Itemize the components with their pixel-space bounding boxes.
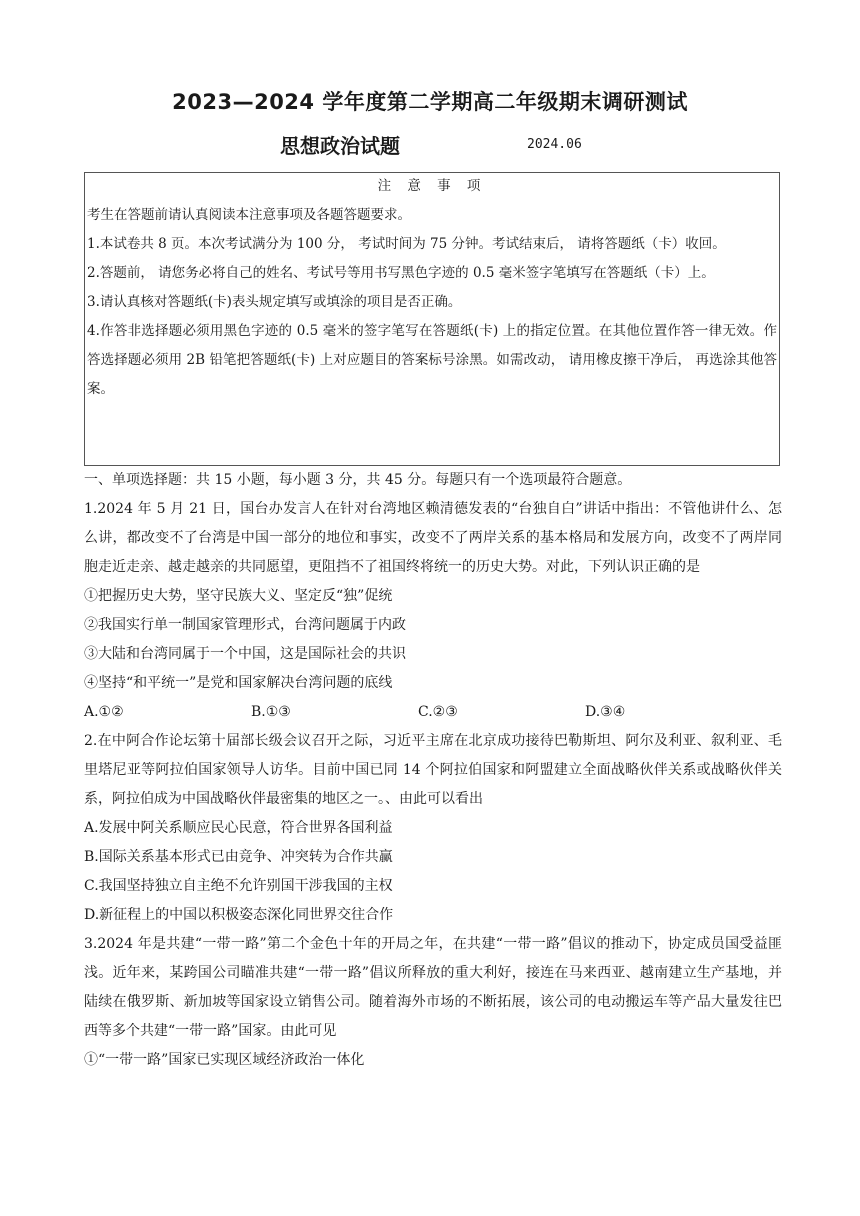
section-heading: 一、单项选择题：共 15 小题，每小题 3 分，共 45 分。每题只有一个选项最符合题意。: [84, 472, 632, 488]
exam-date: 2024.06: [527, 137, 582, 152]
notice-item: 1.本试卷共 8 页。本次考试满分为 100 分， 考试时间为 75 分钟。考试结束后， 请将答题纸（卡）收回。: [87, 236, 726, 252]
statement: ②我国实行单一制国家管理形式，台湾问题属于内政: [84, 617, 406, 633]
question-stem: 1.2024 年 5 月 21 日，国台办发言人在针对台湾地区赖清德发表的“台独自白”讲话中指出：不管他讲什么、怎么讲，都改变不了台湾是中国一部分的地位和事实，改变不了两岸关系的基本格局和发展方向，改变不了两岸同胞走近走亲、越走越亲的共同愿望，更阻挡不了祖国终将统一的历史大势。对此，下列认识正确的是: [84, 501, 782, 575]
option-b: B.①③: [251, 704, 291, 720]
notice-item: 3.请认真核对答题纸(卡)表头规定填写或填涂的项目是否正确。: [87, 294, 462, 310]
notice-item: 2.答题前， 请您务必将自己的姓名、考试号等用书写黑色字迹的 0.5 毫米签字笔填写在答题纸（卡）上。: [87, 265, 715, 281]
exam-body: [84, 466, 782, 1075]
choice: A.发展中阿关系顺应民心民意，符合世界各国利益: [84, 820, 393, 836]
option-a: A.①②: [84, 704, 124, 720]
statement: ④坚持“和平统一”是党和国家解决台湾问题的底线: [84, 675, 393, 691]
statement: ①把握历史大势，坚守民族大义、坚定反“独”促统: [84, 588, 393, 604]
notice-box: [84, 172, 780, 466]
notice-item: 4.作答非选择题必须用黑色字迹的 0.5 毫米的签字笔写在答题纸(卡) 上的指定位置。在其他位置作答一律无效。作答选择题必须用 2B 铅笔把答题纸(卡) 上对应题目的答案标号涂黑。如需改动， 请用橡皮擦干净后， 再选涂其他答案。: [87, 323, 777, 397]
option-row: [84, 698, 782, 727]
exam-subtitle: 思想政治试题: [280, 134, 400, 158]
statement: ③大陆和台湾同属于一个中国，这是国际社会的共识: [84, 646, 406, 662]
exam-title: 2023—2024 学年度第二学期高二年级期末调研测试: [172, 90, 688, 114]
notice-intro: 考生在答题前请认真阅读本注意事项及各题答题要求。: [87, 207, 411, 223]
notice-heading: 注 意 事 项: [377, 178, 487, 194]
statement: ①“一带一路”国家已实现区域经济政治一体化: [84, 1052, 365, 1068]
question-stem: 2.在中阿合作论坛第十届部长级会议召开之际，习近平主席在北京成功接待巴勒斯坦、阿尔及利亚、叙利亚、毛里塔尼亚等阿拉伯国家领导人访华。目前中国已同 14 个阿拉伯国家和阿盟建立全面战略伙伴关系或战略伙伴关系，阿拉伯成为中国战略伙伴最密集的地区之一。、由此可以看出: [84, 733, 782, 807]
question-stem: 3.2024 年是共建“一带一路”第二个金色十年的开局之年，在共建“一带一路”倡议的推动下，协定成员国受益匪浅。近年来，某跨国公司瞄准共建“一带一路”倡议所释放的重大利好，接连在马来西亚、越南建立生产基地，并陆续在俄罗斯、新加坡等国家设立销售公司。随着海外市场的不断拓展，该公司的电动搬运车等产品大量发往巴西等多个共建“一带一路”国家。由此可见: [84, 936, 782, 1039]
choice: D.新征程上的中国以积极姿态深化同世界交往合作: [84, 907, 394, 923]
choice: C.我国坚持独立自主绝不允许别国干涉我国的主权: [84, 878, 393, 894]
choice: B.国际关系基本形式已由竞争、冲突转为合作共赢: [84, 849, 393, 865]
option-d: D.③④: [585, 704, 626, 720]
option-c: C.②③: [418, 704, 458, 720]
